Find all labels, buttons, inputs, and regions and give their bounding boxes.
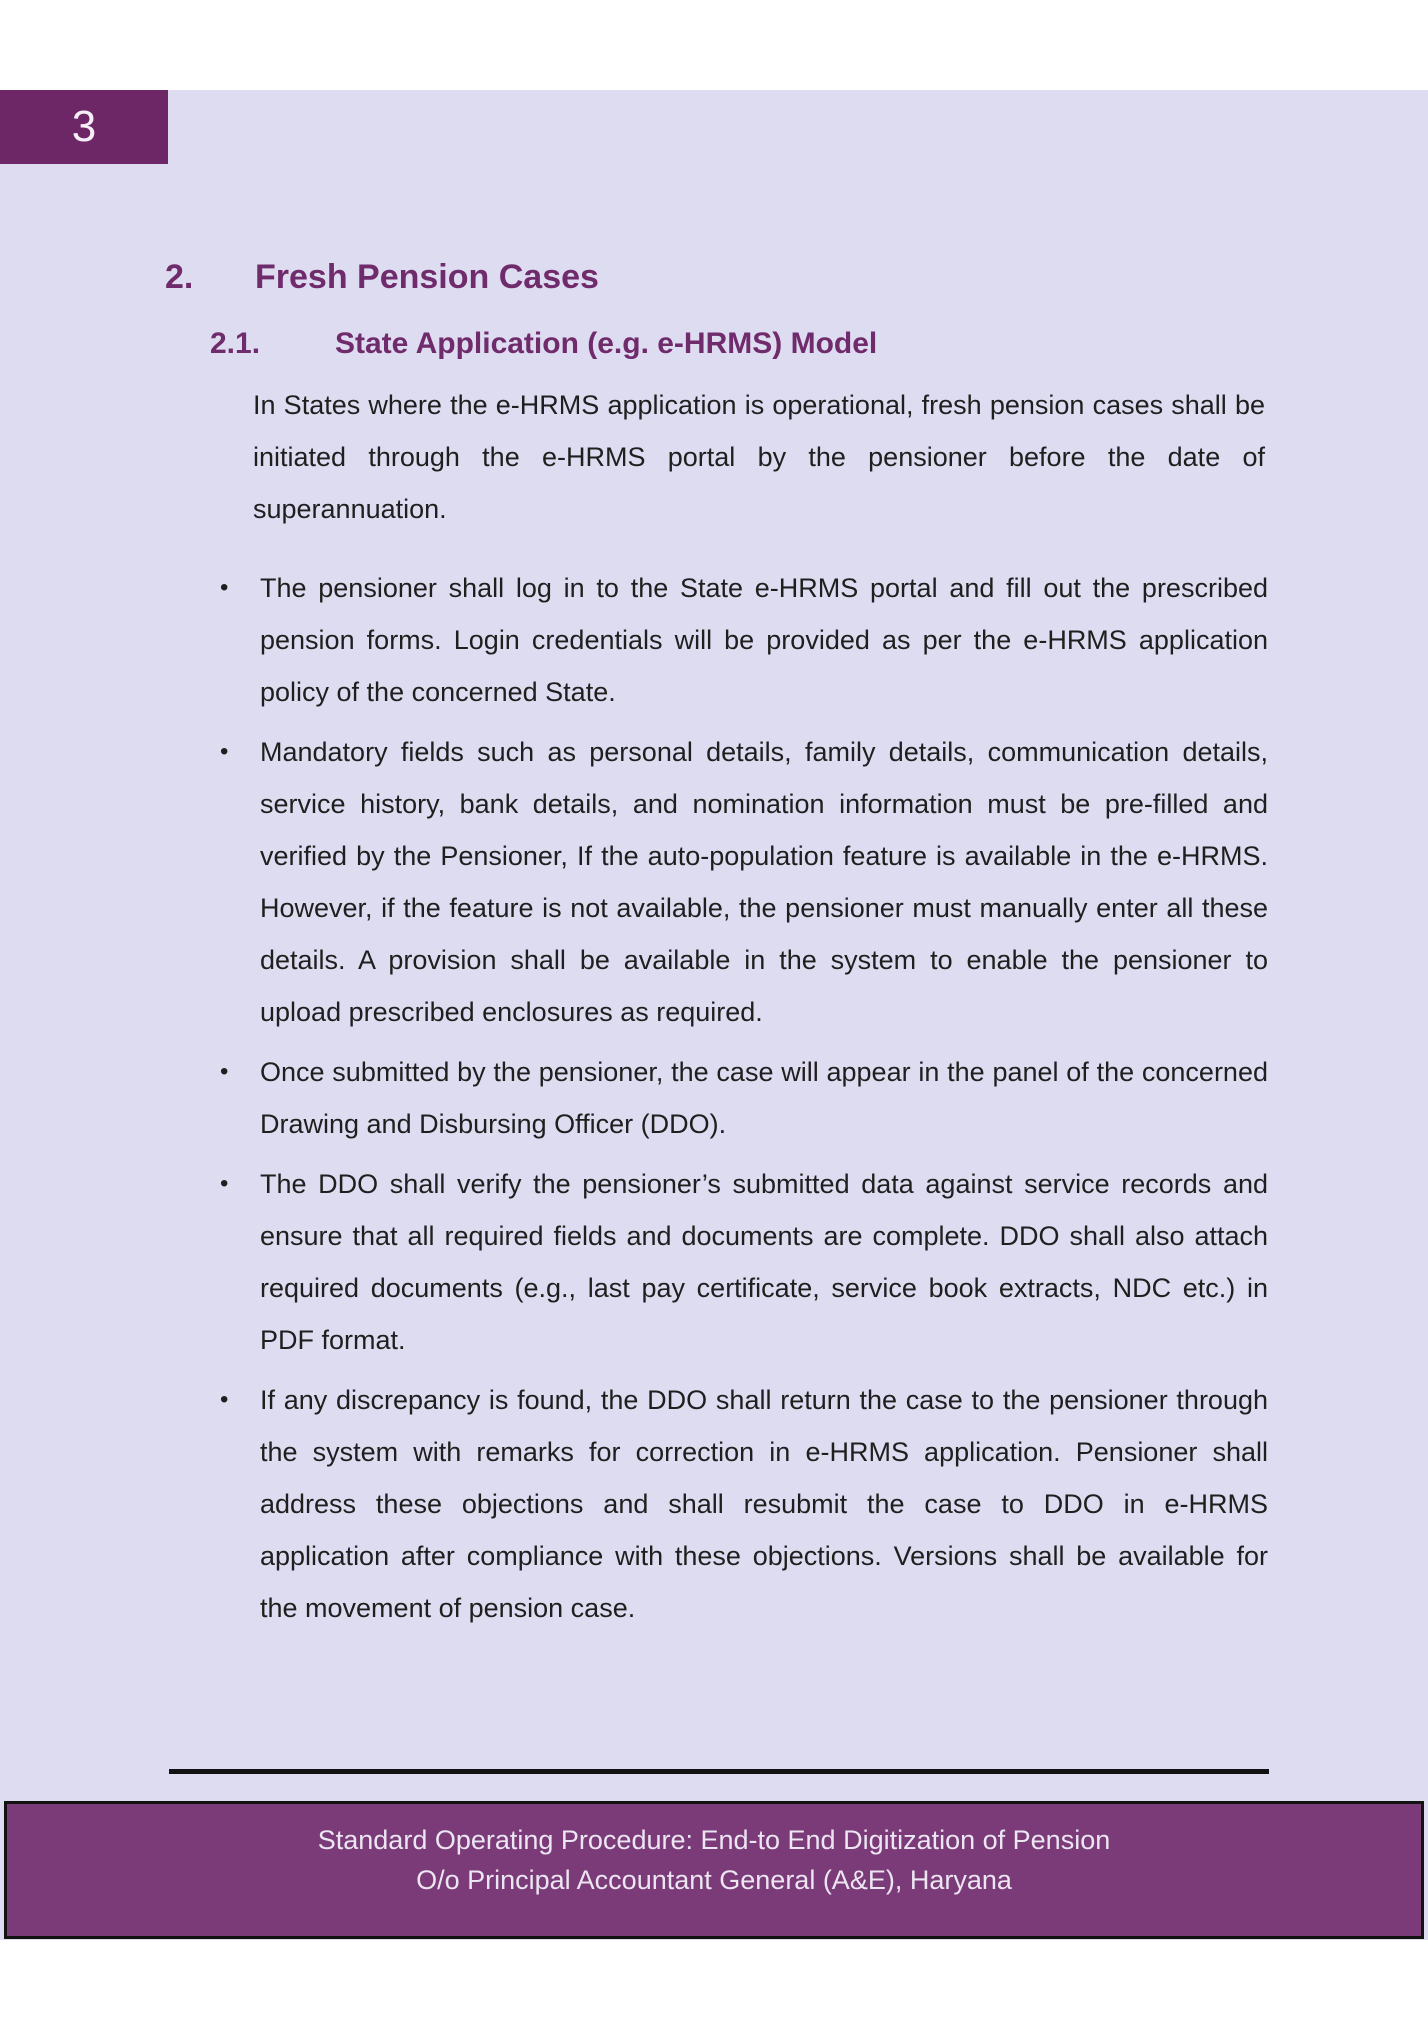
list-item [220, 726, 1268, 1038]
section-heading [165, 258, 1267, 297]
footer-band [4, 1801, 1424, 1939]
page-number: 3 [71, 102, 97, 151]
section-heading-title: Fresh Pension Cases [255, 258, 599, 296]
list-item-text: Once submitted by the pensioner, the case will appear in the panel of the concerned Drawing and Disbursing Officer (DDO). [260, 1057, 1268, 1139]
section-heading-number: 2. [165, 258, 194, 296]
bullet-icon: • [220, 574, 229, 601]
page-number-box [0, 90, 168, 164]
list-item [220, 1158, 1268, 1366]
list-item [220, 1374, 1268, 1634]
bullet-icon: • [220, 1170, 229, 1197]
list-item-text: If any discrepancy is found, the DDO shall return the case to the pensioner through the system with remarks for correction in e-HRMS application. Pensioner shall address these objections and shall resubmit the case to DDO in e-HRMS application after compliance with these objections. Versions shall be available for the movement of pension case. [260, 1385, 1268, 1623]
bullet-list [165, 562, 1267, 1634]
list-item-text: The DDO shall verify the pensioner’s submitted data against service records and ensure that all required fields and documents are complete. DDO shall also attach required documents (e.g., last pay certificate, service book extracts, NDC etc.) in PDF format. [260, 1169, 1268, 1355]
list-item [220, 1046, 1268, 1150]
footer-divider-line [169, 1769, 1269, 1774]
intro-paragraph: In States where the e-HRMS application is operational, fresh pension cases shall be initiated through the e-HRMS portal by the pensioner before the date of superannuation. [253, 390, 1265, 524]
list-item [220, 562, 1268, 718]
list-item-text: The pensioner shall log in to the State e-HRMS portal and fill out the prescribed pension forms. Login credentials will be provided as per the e-HRMS application policy of the concerned State. [260, 573, 1268, 707]
bullet-icon: • [220, 738, 229, 765]
bullet-icon: • [220, 1386, 229, 1413]
subsection-heading-number: 2.1. [210, 327, 261, 360]
footer-title-line1: Standard Operating Procedure: End-to End Digitization of Pension [317, 1825, 1111, 1855]
content-area [165, 258, 1267, 1634]
list-item-text: Mandatory fields such as personal details, family details, communication details, service history, bank details, and nomination information must be pre-filled and verified by the Pensioner, If the auto-population feature is available in the e-HRMS. However, if the feature is not available, the pensioner must manually enter all these details. A provision shall be available in the system to enable the pensioner to upload prescribed enclosures as required. [260, 737, 1268, 1027]
footer-title-line2: O/o Principal Accountant General (A&E), Haryana [416, 1865, 1012, 1895]
subsection-heading-title: State Application (e.g. e-HRMS) Model [335, 327, 878, 360]
bullet-icon: • [220, 1058, 229, 1085]
subsection-heading [210, 327, 1267, 361]
